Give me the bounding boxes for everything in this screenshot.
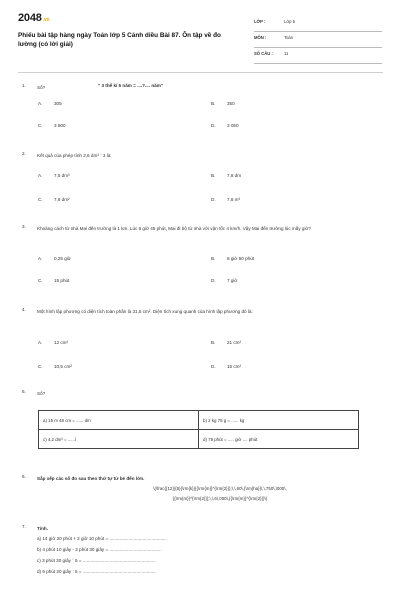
- table-cell[interactable]: a) 15 m 48 cm = ...... dm: [39, 411, 199, 430]
- meta-label: MÔN :: [254, 35, 267, 40]
- option-text: 10,5 cm²: [54, 364, 72, 369]
- option-letter: C.: [38, 197, 43, 202]
- option-text: 3 050: [227, 123, 239, 128]
- option-letter: A.: [38, 340, 43, 345]
- question-number: 2.: [22, 151, 26, 156]
- option-letter: D.: [211, 278, 216, 283]
- meta-row-count: [254, 48, 382, 64]
- option-letter: C.: [38, 364, 43, 369]
- option-text: 21 cm²: [227, 340, 242, 345]
- option-letter: D.: [211, 123, 216, 128]
- logo-text: 2048: [18, 12, 42, 24]
- meta-row-class: [254, 16, 382, 32]
- option-letter: A.: [38, 173, 43, 178]
- option-letter: B.: [211, 101, 216, 106]
- calc-item-d[interactable]: d) 6 phút 20 giây : 5 = .........................................................: [37, 569, 156, 574]
- question-stem: Sắp xếp các số đo sau theo thứ tự từ bé đến lớn.: [37, 476, 145, 481]
- option-text: 0,25 giờ: [54, 256, 71, 261]
- option-letter: B.: [211, 340, 216, 345]
- option-text: 3 500: [54, 123, 66, 128]
- option-text: 15 cm²: [227, 364, 242, 369]
- question-stem: Tính.: [37, 526, 48, 531]
- question-stem: Số?: [37, 391, 46, 396]
- calc-item-b[interactable]: b) 4 phút 10 giây - 2 phút 30 giây = .........................................: [37, 547, 162, 552]
- table-cell[interactable]: b) 2 kg 75 g = ...... kg: [199, 411, 359, 430]
- question-number: 6.: [22, 474, 26, 479]
- meta-value: Toán: [284, 35, 294, 40]
- question-stem: Số?: [37, 85, 46, 90]
- question-number: 5.: [22, 389, 26, 394]
- header-divider: [18, 72, 383, 73]
- option-text: 7,8 dm²: [54, 197, 70, 202]
- option-letter: C.: [38, 123, 43, 128]
- table-cell[interactable]: c) 4,2 dm³ = ......l: [39, 430, 199, 449]
- table-cell[interactable]: d) 78 phút = ..... giờ .... phút: [199, 430, 359, 449]
- option-letter: B.: [211, 173, 216, 178]
- table-row: [39, 411, 359, 430]
- conversion-table: [38, 410, 359, 449]
- meta-value: 11: [284, 51, 289, 56]
- page-title: Phiếu bài tập hàng ngày Toán lớp 5 Cánh diều Bài 87. Ôn tập về đo lường (có lời giải): [18, 32, 221, 48]
- question-stem: Một hình lập phương có diện tích toàn phần là 31,5 cm². Diện tích xung quanh của hình lập phương đó là:: [37, 309, 253, 314]
- question-1-quote: " 3 thế kỉ 5 năm = ....?.... năm": [98, 83, 163, 88]
- option-text: 6 giờ 50 phút: [227, 256, 255, 261]
- calc-item-a[interactable]: a) 14 giờ 20 phút + 2 giờ 10 phút = .............................................: [37, 536, 167, 541]
- question-stem: Kết quả của phép tính 2,6 dm³ ´ 3 là:: [37, 153, 112, 158]
- question-stem: Khoảng cách từ nhà Mai đến trường là 1 km. Lúc 6 giờ 45 phút, Mai đi bộ từ nhà với vận tốc 4 km/h. Vậy Mai đến trường lúc mấy giờ?: [37, 226, 312, 231]
- option-letter: A.: [38, 256, 43, 261]
- option-text: 7 giờ: [227, 278, 238, 283]
- meta-label: LỚP :: [254, 19, 266, 24]
- option-text: 15 phút: [54, 278, 70, 283]
- meta-value: Lớp 5: [284, 19, 295, 24]
- meta-info-box: [254, 16, 382, 64]
- option-letter: D.: [211, 364, 216, 369]
- calc-item-c[interactable]: c) 3 phút 30 giây ´ 5 = .........................................................: [37, 558, 156, 563]
- option-letter: A.: [38, 101, 43, 106]
- table-row: [39, 430, 359, 449]
- option-letter: C.: [38, 278, 43, 283]
- latex-expression-line: \(\frac{{12}}{5}{\rm{k}}{{\rm{m}}^{\rm{2}}};\,\,60\,{\rm{ha}}\,\,750\,\000\,: [153, 486, 287, 491]
- option-text: 305: [54, 101, 62, 106]
- logo-tld: .vn: [42, 17, 50, 23]
- latex-expression-line: {{\rm{m}}^{\rm{2}}};\,\,6\,000\,{{\rm{m}}^{\rm{2}}}\): [172, 496, 268, 501]
- option-text: 7,8 dm: [227, 173, 242, 178]
- question-number: 4.: [22, 307, 26, 312]
- option-text: 12 cm²: [54, 340, 69, 345]
- meta-label: SỐ CÂU :: [254, 51, 273, 56]
- question-number: 3.: [22, 224, 26, 229]
- question-number: 7.: [22, 524, 26, 529]
- option-letter: D.: [211, 197, 216, 202]
- option-text: 350: [227, 101, 235, 106]
- meta-row-subject: [254, 32, 382, 48]
- question-number: 1.: [22, 83, 26, 88]
- option-text: 7,8 m³: [227, 197, 241, 202]
- site-logo[interactable]: [18, 12, 49, 24]
- option-letter: B.: [211, 256, 216, 261]
- option-text: 7,5 dm³: [54, 173, 70, 178]
